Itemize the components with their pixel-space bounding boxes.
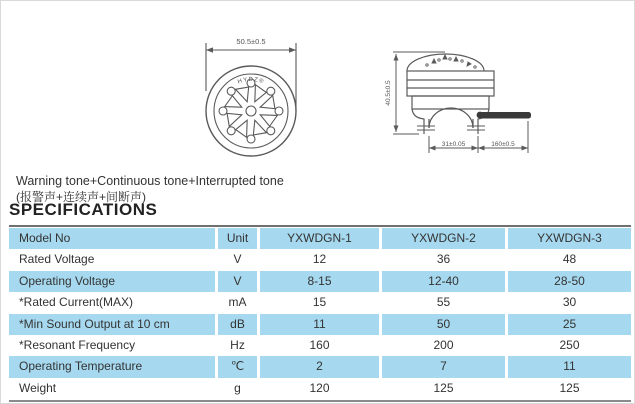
height-dimension-label: 40.5±0.5 bbox=[385, 80, 392, 106]
table-row-min-sound-output bbox=[9, 314, 631, 335]
column-header-model-no: Model No bbox=[9, 228, 215, 249]
mount-spacing-dimension-label: 31±0.05 bbox=[441, 141, 466, 148]
grille-slots bbox=[224, 84, 277, 137]
cell-value: 8-15 bbox=[260, 271, 379, 292]
cell-value: 55 bbox=[436, 295, 451, 310]
cell-value: 28-50 bbox=[508, 271, 631, 292]
unit-value: V bbox=[218, 271, 257, 292]
row-label: Operating Voltage bbox=[9, 271, 215, 292]
table-row-operating-voltage bbox=[9, 271, 631, 292]
table-row-resonant-frequency bbox=[9, 335, 631, 356]
column-header-yxwdgn-1: YXWDGN-1 bbox=[260, 228, 379, 249]
row-label: *Rated Current(MAX) bbox=[19, 295, 134, 310]
cell-value: 125 bbox=[433, 380, 454, 395]
cell-value: 11 bbox=[260, 314, 379, 335]
cell-value: 250 bbox=[559, 337, 580, 352]
tone-description-english: Warning tone+Continuous tone+Interrupted tone bbox=[16, 174, 284, 188]
row-label: Operating Temperature bbox=[9, 356, 215, 377]
cell-value: 2 bbox=[260, 356, 379, 377]
cell-value: 12-40 bbox=[382, 271, 505, 292]
unit-value: g bbox=[234, 380, 241, 395]
unit-value: mA bbox=[228, 295, 247, 310]
table-row-weight bbox=[9, 378, 631, 399]
wire-lead bbox=[477, 112, 531, 119]
cell-value: 11 bbox=[508, 356, 631, 377]
specifications-table bbox=[9, 225, 631, 402]
unit-value: V bbox=[233, 252, 242, 267]
brand-text: HYDZ® bbox=[237, 76, 265, 86]
side-view-drawing bbox=[379, 29, 549, 169]
front-diameter-dimension-label: 50.5±0.5 bbox=[236, 37, 266, 46]
cell-value: 25 bbox=[508, 314, 631, 335]
wire-length-dimension-label: 160±0.5 bbox=[491, 141, 515, 148]
siren-body bbox=[407, 54, 494, 134]
specifications-heading: SPECIFICATIONS bbox=[9, 200, 158, 219]
row-label: *Resonant Frequency bbox=[19, 337, 136, 352]
cell-value: 15 bbox=[312, 295, 327, 310]
row-label: Rated Voltage bbox=[19, 252, 95, 267]
cell-value: 160 bbox=[309, 337, 330, 352]
table-row-rated-current bbox=[9, 292, 631, 313]
cell-value: 7 bbox=[382, 356, 505, 377]
cell-value: 36 bbox=[436, 252, 451, 267]
unit-value: dB bbox=[218, 314, 257, 335]
cell-value: 125 bbox=[559, 380, 580, 395]
side-view-dimensions bbox=[393, 52, 528, 153]
cell-value: 30 bbox=[562, 295, 577, 310]
table-row-operating-temperature bbox=[9, 356, 631, 377]
column-header-yxwdgn-3: YXWDGN-3 bbox=[508, 228, 631, 249]
cell-value: 200 bbox=[433, 337, 454, 352]
row-label: *Min Sound Output at 10 cm bbox=[9, 314, 215, 335]
mounting-feet bbox=[417, 126, 485, 130]
unit-value: Hz bbox=[230, 337, 245, 352]
cell-value: 50 bbox=[382, 314, 505, 335]
front-view-drawing bbox=[191, 29, 321, 169]
unit-value: ℃ bbox=[218, 356, 257, 377]
column-header-unit: Unit bbox=[218, 228, 257, 249]
cell-value: 120 bbox=[309, 380, 330, 395]
table-row-rated-voltage bbox=[9, 249, 631, 270]
grille-holes bbox=[219, 76, 283, 143]
row-label: Weight bbox=[19, 380, 57, 395]
cell-value: 48 bbox=[562, 252, 577, 267]
column-header-yxwdgn-2: YXWDGN-2 bbox=[382, 228, 505, 249]
table-header-row bbox=[9, 228, 631, 249]
tone-description-chinese: (报警声+连续声+间断声) bbox=[16, 190, 147, 204]
cell-value: 12 bbox=[312, 252, 327, 267]
